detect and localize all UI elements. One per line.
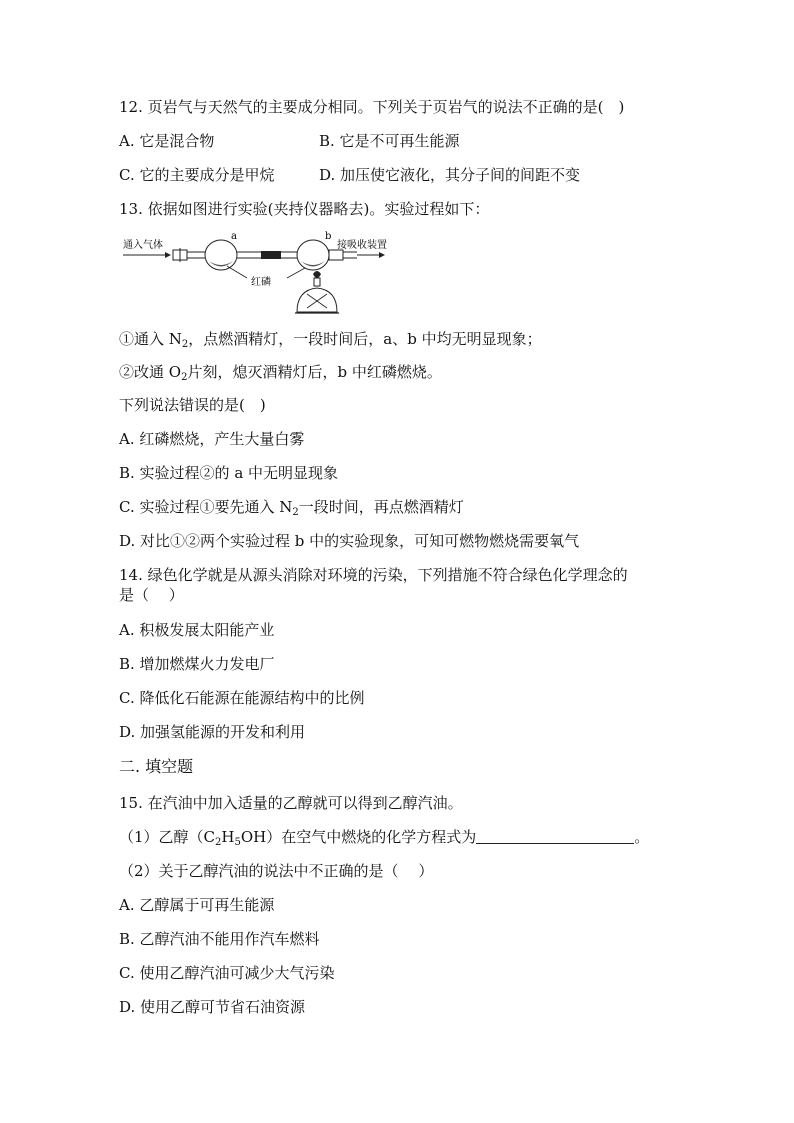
q13-option-b: B. 实验过程②的 a 中无明显现象 bbox=[119, 464, 339, 482]
q14-stem-line1: 14. 绿色化学就是从源头消除对环境的污染，下列措施不符合绿色化学理念的 bbox=[119, 566, 628, 584]
q13-step2: ②改通 $O_2$片刻，熄灭酒精灯后，b 中红磷燃烧。 bbox=[119, 363, 442, 383]
q13-stem: 13. 依据如图进行实验(夹持仪器略去)。实验过程如下： bbox=[119, 200, 490, 218]
q14-option-b: B. 增加燃煤火力发电厂 bbox=[119, 655, 275, 673]
q15-part1: （1）乙醇$(C_2H_5OH)$在空气中燃烧的化学方程式为 。 bbox=[119, 828, 650, 848]
q12-stem: 12. 页岩气与天然气的主要成分相同。下列关于页岩气的说法不正确的是( ) bbox=[119, 98, 625, 116]
q12-option-a: A. 它是混合物 bbox=[119, 132, 215, 150]
q14-option-c: C. 降低化石能源在能源结构中的比例 bbox=[119, 689, 365, 707]
phosphorus-label: 红磷 bbox=[251, 277, 271, 288]
q13-option-a: A. 红磷燃烧，产生大量白雾 bbox=[119, 430, 305, 448]
q15-option-b: B. 乙醇汽油不能用作汽车燃料 bbox=[119, 930, 320, 948]
inlet-arrowhead bbox=[165, 252, 171, 258]
answer-blank[interactable] bbox=[476, 829, 634, 844]
q13-option-d: D. 对比①②两个实验过程 b 中的实验现象，可知可燃物燃烧需要氧气 bbox=[119, 532, 580, 550]
alcohol-lamp-icon bbox=[295, 271, 339, 313]
right-stopper bbox=[329, 250, 343, 260]
q12-option-c: C. 它的主要成分是甲烷 bbox=[119, 166, 275, 184]
q13-option-c: C. 实验过程①要先通入 $N_2$一段时间，再点燃酒精灯 bbox=[119, 498, 464, 518]
inlet-label: 通入气体 bbox=[123, 240, 163, 251]
outlet-label: 接吸收装置 bbox=[337, 240, 387, 251]
q14-stem-line2: 是（ ） bbox=[119, 586, 184, 604]
q15-option-a: A. 乙醇属于可再生能源 bbox=[119, 896, 275, 914]
q14-option-a: A. 积极发展太阳能产业 bbox=[119, 621, 275, 639]
q13-step1: ①通入 $N_2$，点燃酒精灯，一段时间后，a、b 中均无明显现象； bbox=[119, 330, 542, 350]
section-heading: 二. 填空题 bbox=[119, 757, 194, 776]
apparatus-diagram bbox=[121, 228, 421, 318]
q12-option-d: D. 加压使它液化，其分子间的间距不变 bbox=[319, 166, 581, 184]
q15-option-d: D. 使用乙醇可节省石油资源 bbox=[119, 998, 306, 1016]
label-a: a bbox=[231, 231, 237, 242]
q14-option-d: D. 加强氢能源的开发和利用 bbox=[119, 723, 306, 741]
q13-ask: 下列说法错误的是( ) bbox=[119, 396, 266, 414]
q15-stem: 15. 在汽油中加入适量的乙醇就可以得到乙醇汽油。 bbox=[119, 794, 463, 812]
label-b: b bbox=[325, 231, 332, 242]
q15-option-c: C. 使用乙醇汽油可减少大气污染 bbox=[119, 964, 335, 982]
rubber-connector bbox=[261, 251, 281, 259]
q15-part2: （2）关于乙醇汽油的说法中不正确的是（ ） bbox=[119, 862, 434, 880]
q12-option-b: B. 它是不可再生能源 bbox=[319, 132, 460, 150]
